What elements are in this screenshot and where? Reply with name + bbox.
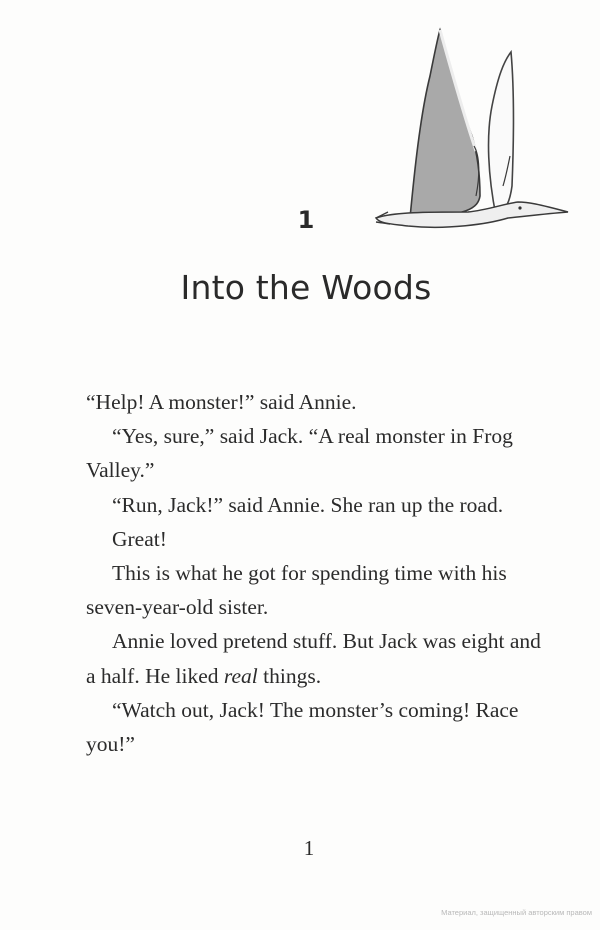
paragraph-text: Annie loved pretend stuff. But Jack was eight and a half. He liked (86, 629, 541, 688)
paragraph-text: things. (257, 663, 322, 688)
chapter-title: Into the Woods (180, 268, 432, 307)
paragraph: “Run, Jack!” said Annie. She ran up the road. (112, 492, 504, 517)
emphasis-text: real (223, 663, 258, 688)
chapter-number: 1 (297, 206, 315, 234)
paragraph: “Yes, sure,” said Jack. “A real monster in Frog Valley.” (86, 424, 513, 483)
paragraph: Great! (112, 526, 167, 551)
paragraph: “Watch out, Jack! The monster’s coming! Race you!” (86, 697, 519, 757)
paragraph: This is what he got for spending time with his seven-year-old sister. (86, 561, 507, 620)
copyright-watermark: Материал, защищенный авторским правом (441, 908, 592, 917)
pterodactyl-illustration (368, 26, 573, 236)
paragraph (86, 624, 546, 692)
page-number: 1 (303, 836, 315, 860)
paragraph: “Help! A monster!” said Annie. (86, 390, 357, 414)
chapter-body (86, 385, 546, 761)
